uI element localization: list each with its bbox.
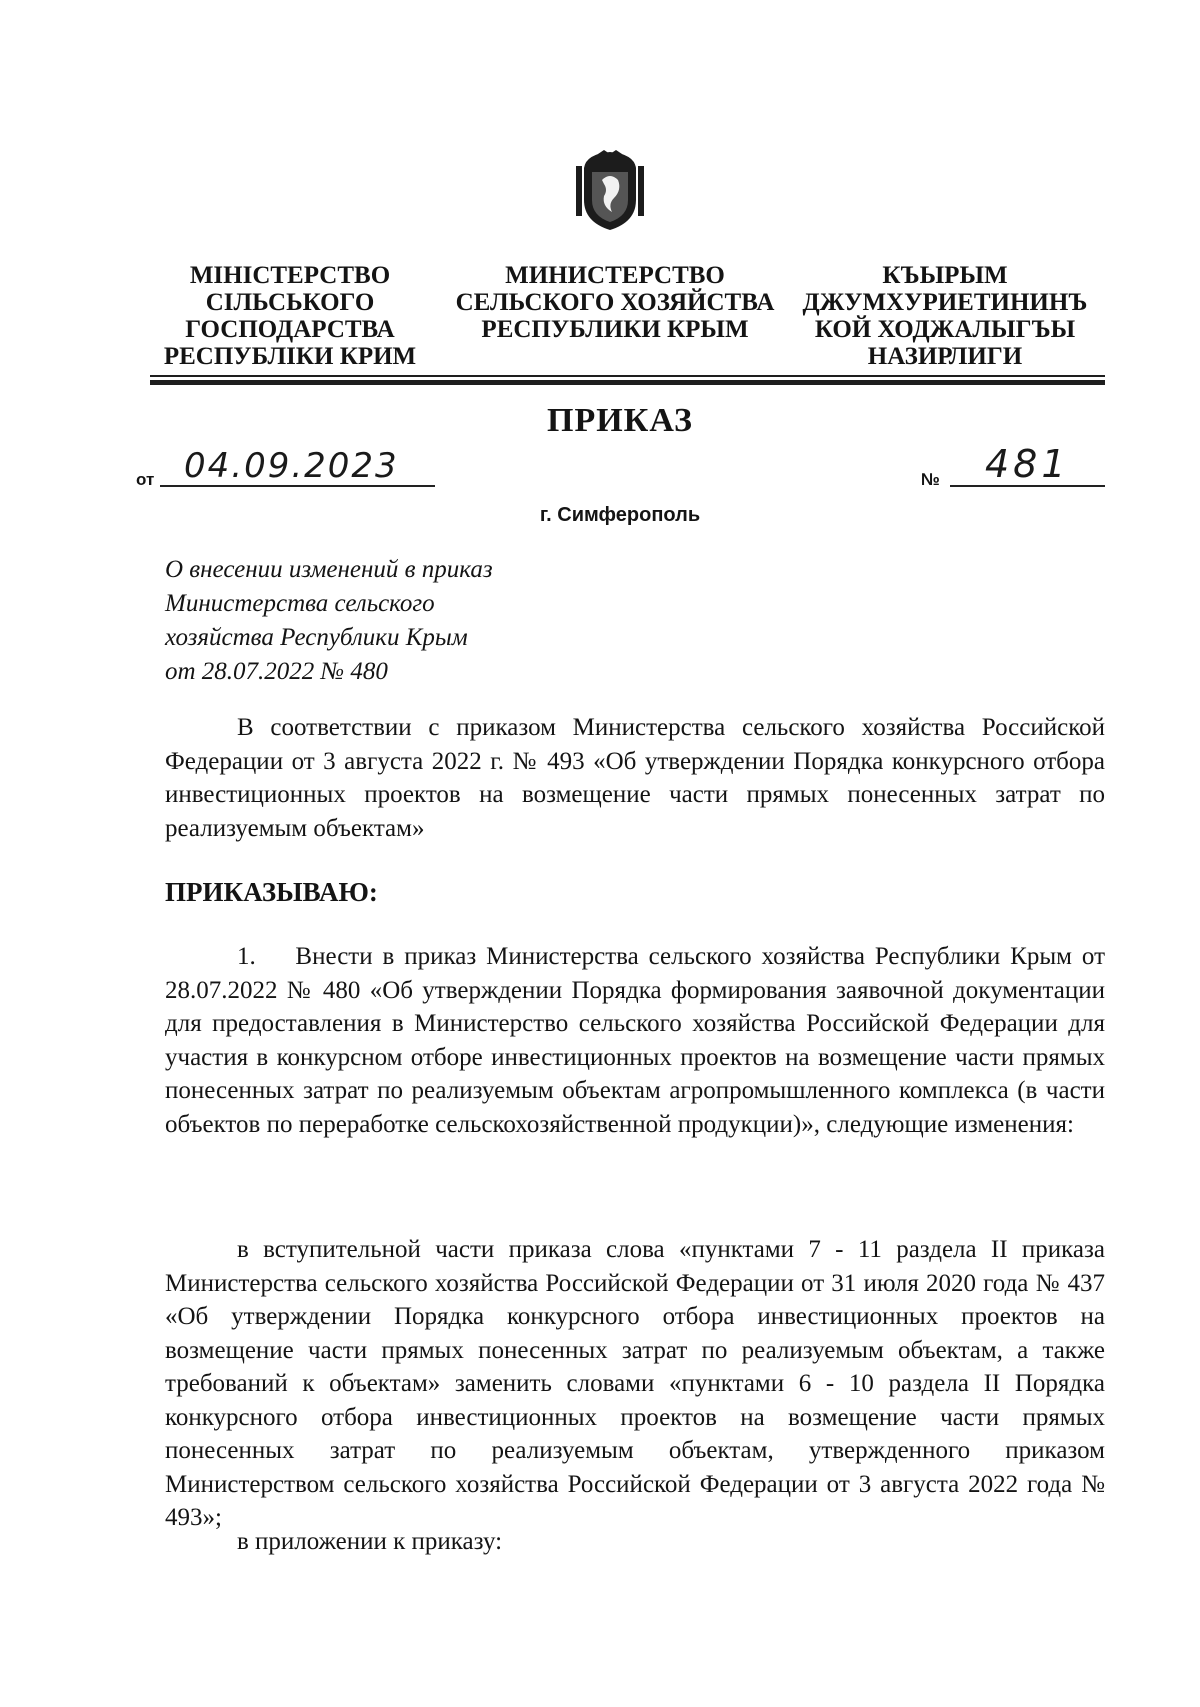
header-line: СЕЛЬСКОГО ХОЗЯЙСТВА	[455, 289, 775, 316]
header-line: КОЙ ХОДЖАЛЫГЪЫ	[814, 316, 1076, 343]
subject-line: хозяйства Республики Крым	[165, 624, 468, 651]
subject-block	[165, 553, 493, 689]
header-line: ГОСПОДАРСТВА	[185, 316, 395, 343]
header-line: СІЛЬСЬКОГО	[205, 289, 375, 316]
header-line: МИНИСТЕРСТВО	[505, 262, 725, 289]
number-label: №	[921, 470, 940, 489]
subject-line: О внесении изменений в приказ	[165, 556, 493, 583]
preamble-paragraph: В соответствии с приказом Министерства сельского хозяйства Российской Федерации от 3 августа 2022 г. № 493 «Об утверждении Порядка конкурсного отбора инвестиционных проектов на возмещение части прямых понесенных затрат по реализуемым объектам»	[165, 714, 1105, 842]
subject-line: Министерства сельского	[165, 590, 435, 617]
document-title: ПРИКАЗ	[547, 402, 693, 439]
number-value: 481	[985, 442, 1070, 486]
header-ministry-ukrainian	[150, 262, 430, 370]
subject-line: от 28.07.2022 № 480	[165, 658, 388, 685]
header-divider-thin	[150, 375, 1105, 377]
city-label: г. Симферополь	[539, 504, 701, 526]
header-divider-thick	[150, 380, 1105, 385]
header-ministry-crimean-tatar	[785, 262, 1105, 370]
date-label: от	[136, 470, 155, 489]
header-line: НАЗИРЛИГИ	[867, 343, 1023, 370]
amendment-paragraph: в вступительной части приказа слова «пунктами 7 - 11 раздела II приказа Министерства сельского хозяйства Российской Федерации от 31 июля 2020 года № 437 «Об утверждении Порядка конкурсного отбора инвестиционных проектов на возмещение части прямых понесенных затрат по реализуемым объектам, а также требований к объектам» заменить словами «пунктами 6 - 10 раздела II Порядка конкурсного отбора инвестиционных проектов на возмещение части прямых понесенных затрат по реализуемым объектам, утвержденного приказом Министерством сельского хозяйства Российской Федерации от 3 августа 2022 года № 493»;	[165, 1236, 1105, 1531]
clause-1-paragraph: 1. Внести в приказ Министерства сельского хозяйства Республики Крым от 28.07.2022 № 480 «Об утверждении Порядка формирования заявочной документации для предоставления в Министерство сельского хозяйства Российской Федерации для участия в конкурсном отборе инвестиционных проектов на возмещение части прямых понесенных затрат по реализуемым объектам агропромышленного комплекса (в части объектов по переработке сельскохозяйственной продукции)», следующие изменения:	[165, 943, 1112, 1138]
header-line: ДЖУМХУРИЕТИНИНЪ	[802, 289, 1088, 316]
header-line: РЕСПУБЛІКИ КРИМ	[163, 343, 417, 370]
header-line: КЪЫРЫМ	[882, 262, 1008, 289]
header-line: МІНІСТЕРСТВО	[189, 262, 391, 289]
header-line: РЕСПУБЛИКИ КРЫМ	[481, 316, 749, 343]
header-ministry-russian	[450, 262, 780, 343]
decree-heading: ПРИКАЗЫВАЮ:	[165, 877, 378, 907]
appendix-paragraph: в приложении к приказу:	[237, 1528, 503, 1555]
date-value: 04.09.2023	[184, 446, 399, 486]
coat-of-arms-emblem	[570, 150, 650, 232]
